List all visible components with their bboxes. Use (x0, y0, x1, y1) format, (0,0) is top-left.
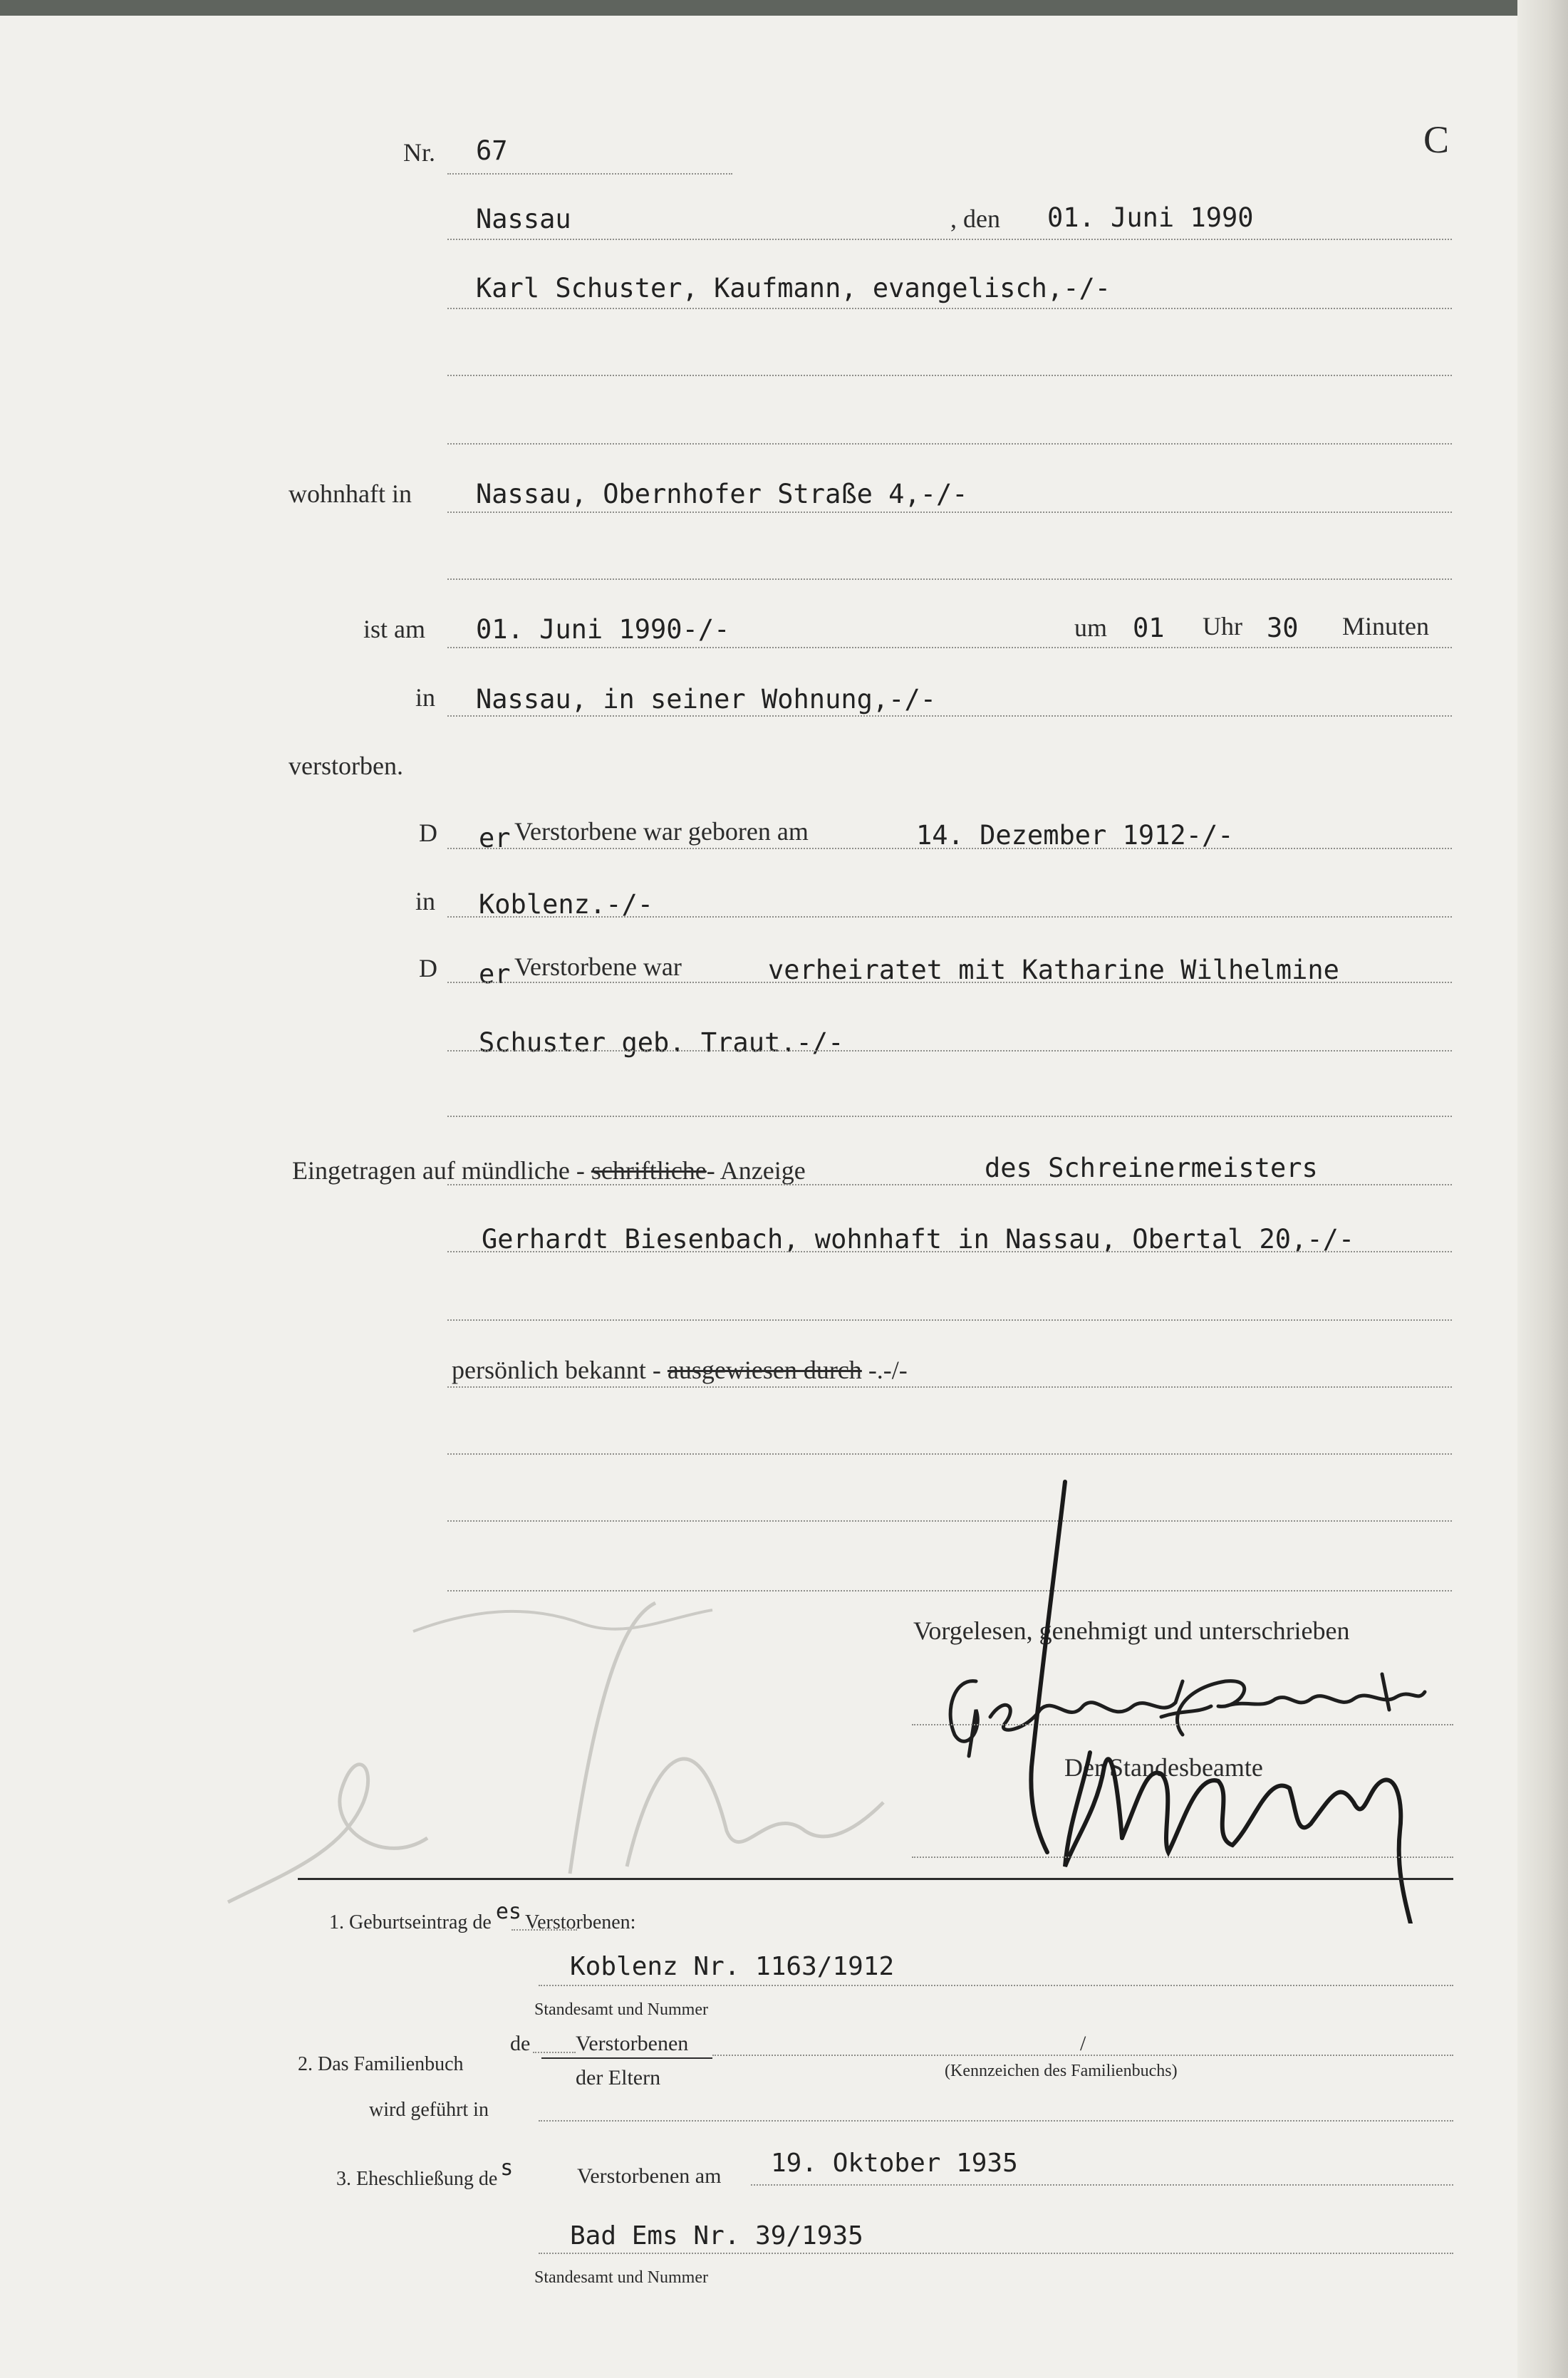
footer-birth-entry-label (329, 1899, 636, 1934)
time-minuten-label: Minuten (1342, 612, 1429, 640)
married-value-2: Schuster geb. Traut.-/- (479, 1027, 844, 1058)
married-value-1: verheiratet mit Katharine Wilhelmine (768, 955, 1339, 985)
entry-label-text: Eingetragen auf mündliche - (292, 1156, 585, 1185)
footer-family-book-line (712, 2055, 1453, 2056)
reporter-value-1: des Schreinermeisters (985, 1153, 1318, 1183)
footer-marriage-label (336, 2156, 514, 2191)
registrar-signature (997, 1468, 1496, 1923)
birth-place-label: in (415, 887, 436, 915)
footer-marriage-label2: Verstorbenen am (577, 2164, 722, 2188)
residence-line (447, 512, 1452, 513)
place-date-line (447, 239, 1452, 240)
known-end: -.-/- (868, 1356, 908, 1384)
footer-family-book-dots (533, 2052, 576, 2053)
informant-value: Karl Schuster, Kaufmann, evangelisch,-/- (476, 273, 1111, 303)
time-uhr-label: Uhr (1203, 612, 1242, 640)
known-label (452, 1355, 908, 1385)
known-label-text: persönlich bekannt - (452, 1356, 661, 1384)
death-place-line (447, 715, 1452, 717)
footer-marriage-value: Bad Ems Nr. 39/1935 (570, 2221, 863, 2250)
birth-er-insert: er (479, 823, 511, 853)
footer-family-book-kept-in: wird geführt in (369, 2099, 489, 2121)
footer-family-book-verstorbenen: Verstorbenen (576, 2032, 689, 2055)
footer-separator (298, 1878, 1453, 1880)
footer-marriage-caption: Standesamt und Nummer (534, 2268, 708, 2287)
footer-marriage-text: 3. Eheschließung de (336, 2168, 498, 2190)
footer-family-book-caption: (Kennzeichen des Familienbuchs) (945, 2062, 1178, 2080)
footer-family-book-label: 2. Das Familienbuch (298, 2053, 464, 2075)
footer-birth-dots (512, 1929, 577, 1931)
blank-line-2 (447, 443, 1452, 445)
informant-line (447, 308, 1452, 309)
footer-family-book-fraction (541, 2057, 712, 2059)
reporter-value-2: Gerhardt Biesenbach, wohnhaft in Nassau, Obertal 20,-/- (482, 1224, 1355, 1255)
footer-birth-entry-sup: es (495, 1899, 521, 1924)
footer-marriage-date: 19. Oktober 1935 (771, 2149, 1018, 2178)
footer-family-book-kept-line (539, 2120, 1453, 2122)
death-place-label: in (415, 683, 436, 712)
number-label: Nr. (403, 138, 435, 167)
footer-birth-entry-text: 1. Geburtseintrag de (329, 1911, 492, 1933)
registrar-signature-line (912, 1857, 1453, 1858)
footer-family-book-eltern: der Eltern (576, 2066, 661, 2089)
residence-value: Nassau, Obernhofer Straße 4,-/- (476, 479, 968, 509)
footer-family-book-slash: / (1080, 2032, 1086, 2055)
register-number: 67 (476, 135, 508, 166)
birth-label: Verstorbene war geboren am (514, 817, 809, 846)
married-line-2 (447, 1050, 1452, 1052)
place-value: Nassau (476, 204, 571, 234)
footer-birth-entry-text2: Verstorbenen: (524, 1911, 636, 1933)
read-approved-label: Vorgelesen, genehmigt und unterschrieben (913, 1616, 1350, 1645)
form-letter: C (1423, 118, 1450, 161)
footer-marriage-sup: s (500, 2156, 514, 2181)
entry-struck-option: schriftliche (591, 1156, 707, 1185)
time-um-label: um (1074, 613, 1108, 642)
registrar-label: Der Standesbeamte (1064, 1753, 1263, 1782)
married-d-prefix: D (419, 954, 437, 982)
reporter-line-2 (447, 1251, 1452, 1252)
blank-line-4 (447, 1116, 1452, 1117)
married-er-insert: er (479, 959, 511, 990)
death-date-label: ist am (363, 615, 425, 643)
reporter-line-1 (447, 1184, 1452, 1185)
death-date-value: 01. Juni 1990-/- (476, 614, 730, 645)
birth-d-prefix: D (419, 819, 437, 847)
book-spine-shadow (1517, 0, 1568, 2378)
footer-birth-line (539, 1985, 1453, 1986)
residence-label: wohnhaft in (289, 479, 412, 508)
death-date-line (447, 647, 1452, 648)
number-line (447, 173, 732, 175)
time-hour-value: 01 (1133, 613, 1165, 643)
blank-line-5 (447, 1319, 1452, 1321)
blank-line-1 (447, 375, 1452, 376)
footer-family-book-de: de (510, 2032, 531, 2055)
entry-label (292, 1156, 806, 1185)
verstorben-label: verstorben. (289, 752, 403, 780)
birth-date-value: 14. Dezember 1912-/- (916, 820, 1234, 851)
married-label: Verstorbene war (514, 952, 682, 981)
footer-marriage-line (751, 2184, 1453, 2186)
entry-label-end: - Anzeige (706, 1156, 806, 1185)
birth-place-value: Koblenz.-/- (479, 889, 654, 920)
bleed-through-marks (199, 1532, 912, 1973)
known-struck-option: ausgewiesen durch (667, 1356, 862, 1384)
footer-marriage-office-line (539, 2253, 1453, 2254)
date-separator: , den (950, 204, 1000, 233)
footer-birth-entry-value: Koblenz Nr. 1163/1912 (570, 1952, 895, 1981)
birth-date-line (447, 848, 1452, 849)
birth-place-line (447, 916, 1452, 918)
death-place-value: Nassau, in seiner Wohnung,-/- (476, 684, 937, 715)
page-top-edge (0, 0, 1568, 16)
married-line-1 (447, 982, 1452, 983)
footer-birth-caption: Standesamt und Nummer (534, 2000, 708, 2019)
known-line (447, 1386, 1452, 1388)
time-minute-value: 30 (1267, 613, 1299, 643)
blank-line-3 (447, 578, 1452, 580)
blank-line-6 (447, 1453, 1452, 1455)
date-value: 01. Juni 1990 (1047, 202, 1254, 233)
